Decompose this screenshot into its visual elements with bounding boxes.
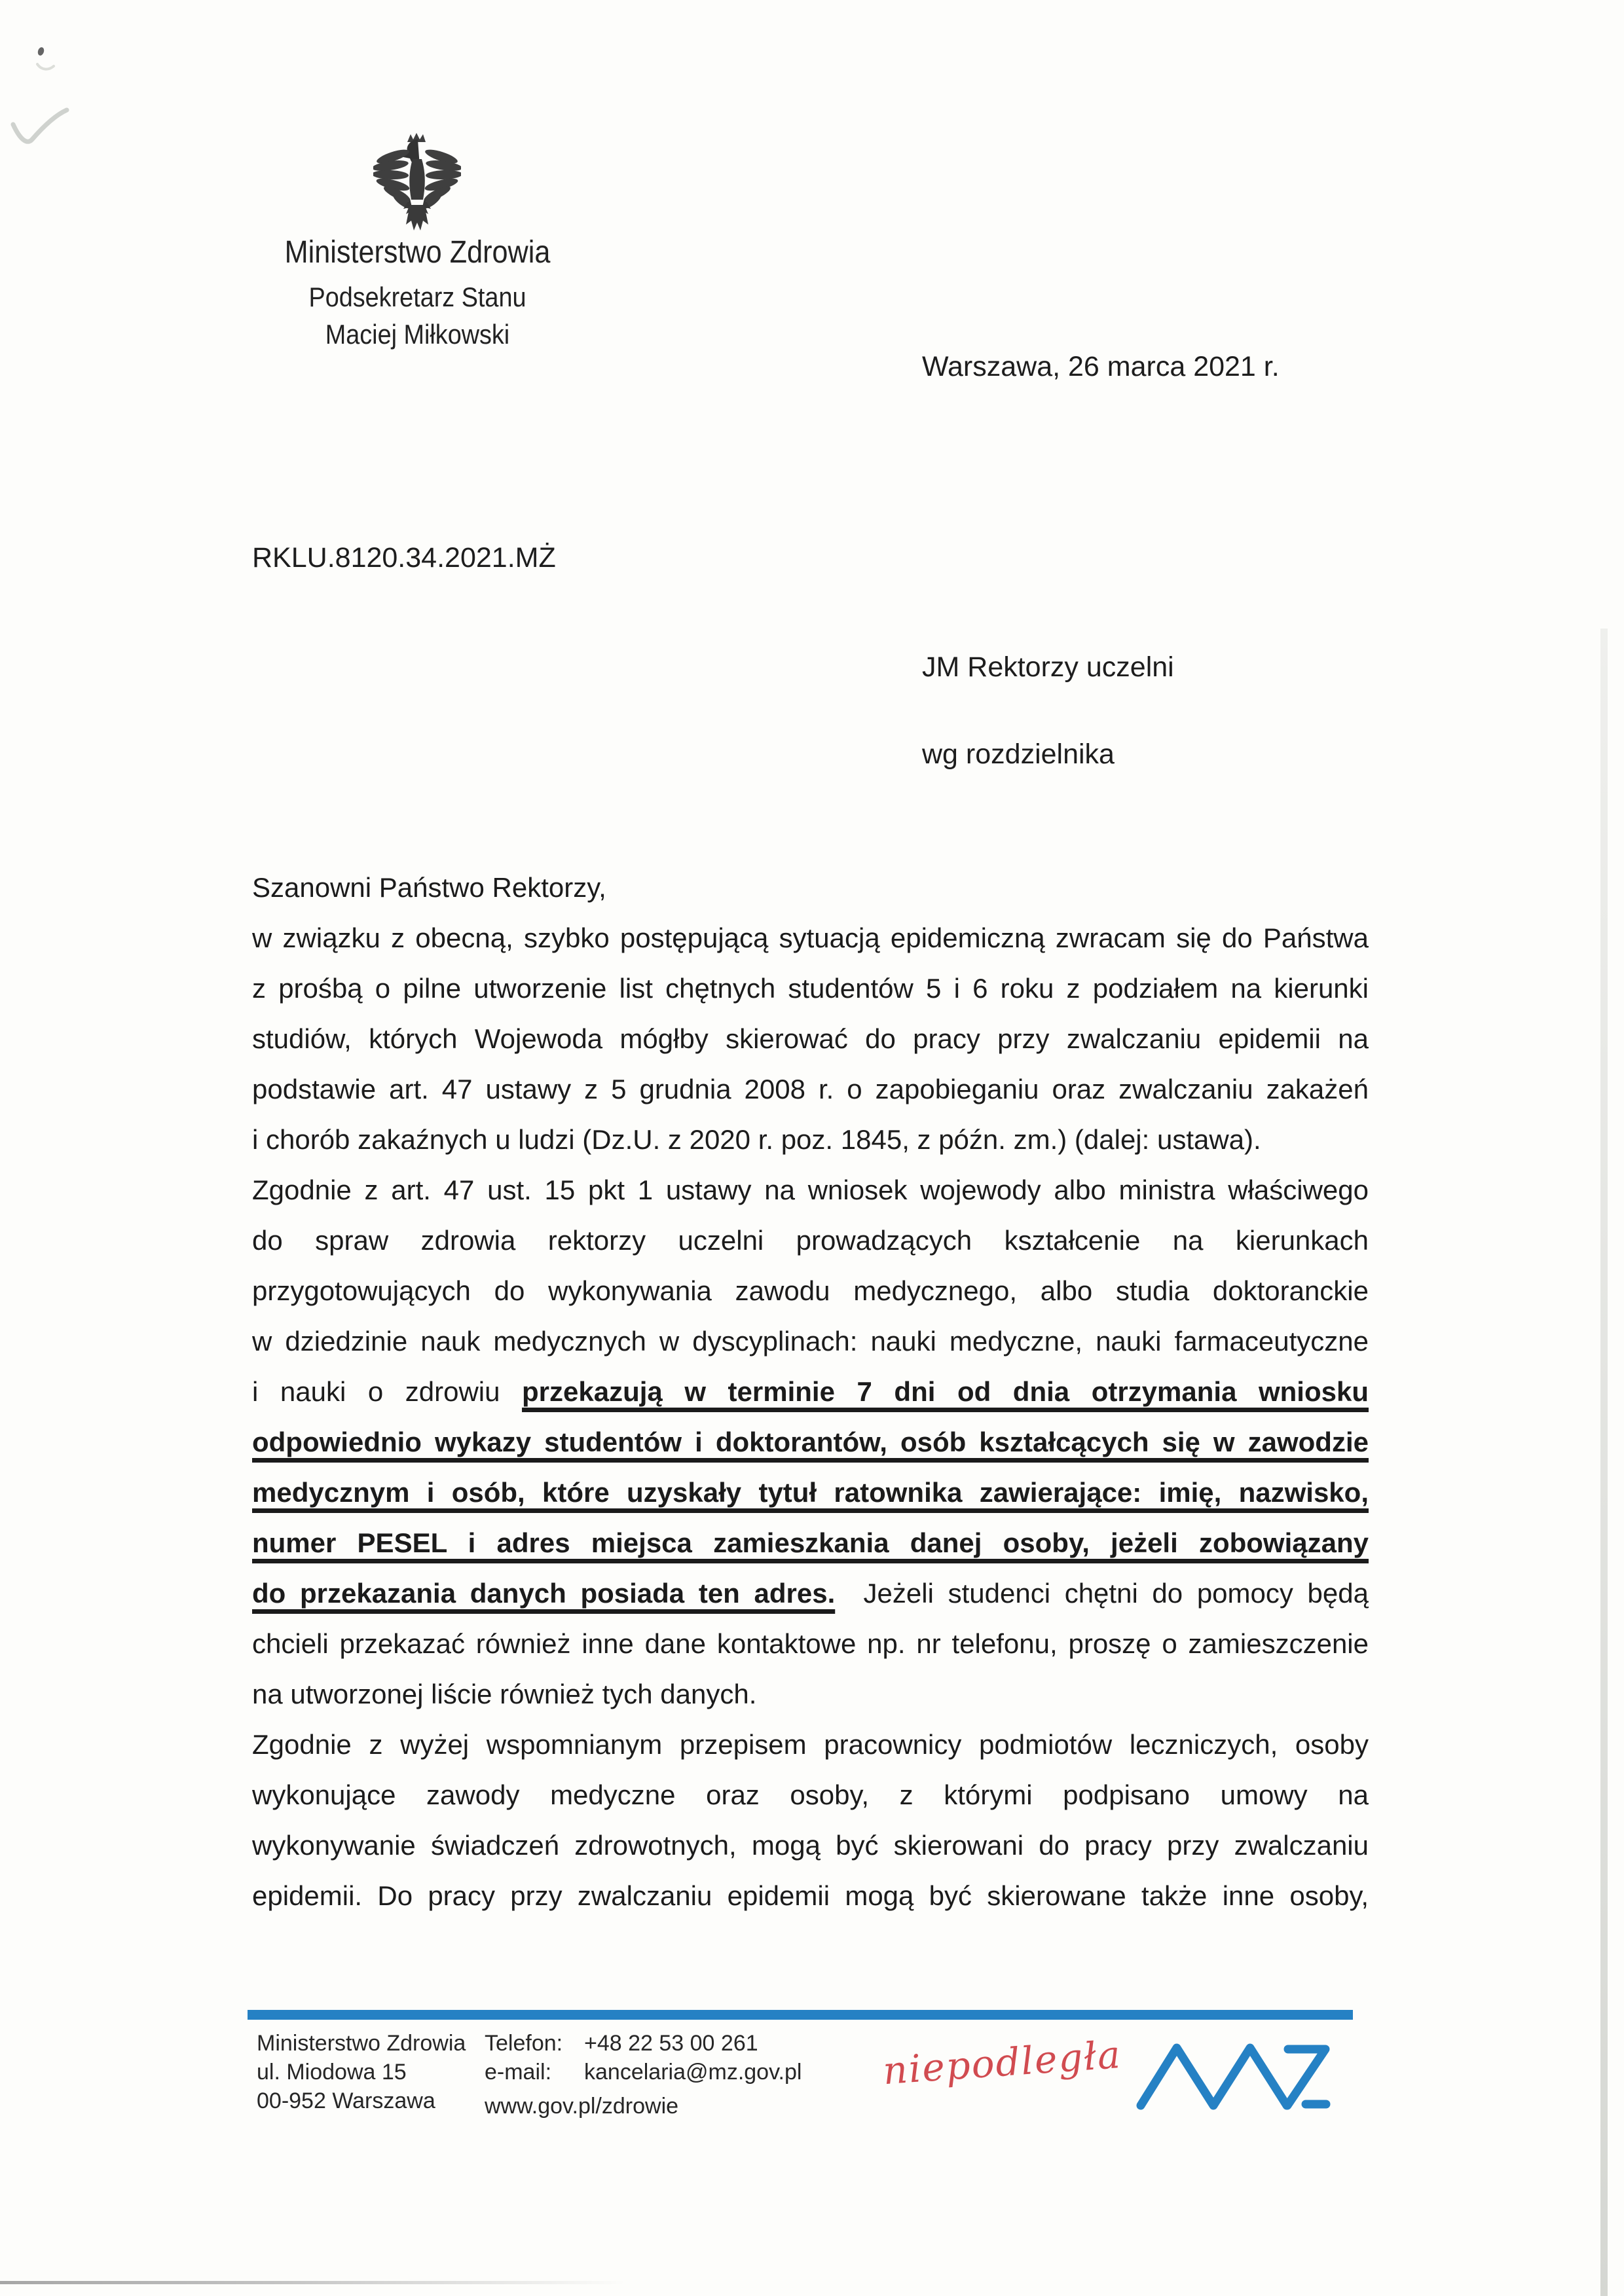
body-text-segment: Szanowni Państwo Rektorzy, <box>252 872 606 903</box>
body-text-segment: i nauki o zdrowiu <box>252 1376 523 1407</box>
body-text-segment: studiów, których Wojewoda mógłby skierować do pracy przy zwalczaniu epidemii na <box>252 1023 1369 1054</box>
footer-email-label: e-mail: <box>485 2060 552 2085</box>
body-line <box>252 1870 1369 1921</box>
body-text-segment: odpowiednio wykazy studentów i doktorantów, osób kształcących się w zawodzie <box>252 1427 1369 1457</box>
letterhead-office-title: Podsekretarz Stanu <box>308 282 526 312</box>
body-text-segment: z prośbą o pilne utworzenie list chętnych studentów 5 i 6 roku z podziałem na kierunki <box>252 973 1369 1004</box>
footer-phone-value: +48 22 53 00 261 <box>584 2031 758 2056</box>
body-text-segment: podstawie art. 47 ustawy z 5 grudnia 2008 r. o zapobieganiu oraz zwalczaniu zakażeń <box>252 1074 1369 1104</box>
body-text-segment: epidemii. Do pracy przy zwalczaniu epidemii mogą być skierowane także inne osoby, <box>252 1880 1369 1911</box>
body-text-segment: Jeżeli studenci chętni do pomocy będą <box>835 1578 1369 1609</box>
body-text-segment: przygotowujących do wykonywania zawodu medycznego, albo studia doktoranckie <box>252 1275 1369 1306</box>
letterhead-person-name: Maciej Miłkowski <box>325 319 510 350</box>
body-text-segment: wykonujące zawody medyczne oraz osoby, z którymi podpisano umowy na <box>252 1779 1369 1810</box>
letter-body <box>252 862 1369 1921</box>
body-text-segment: przekazują w terminie 7 dni od dnia otrzymania wniosku <box>522 1376 1369 1407</box>
footer-address-street: ul. Miodowa 15 <box>257 2060 407 2085</box>
footer-address-name: Ministerstwo Zdrowia <box>257 2031 466 2056</box>
scan-artifact-crescent <box>36 62 56 72</box>
body-line <box>252 1719 1369 1770</box>
body-line <box>252 1820 1369 1870</box>
footer-email-value: kancelaria@mz.gov.pl <box>584 2060 802 2085</box>
body-text-segment: chcieli przekazać również inne dane kontaktowe np. nr telefonu, proszę o zamieszczenie <box>252 1628 1369 1659</box>
body-text-segment: medycznym i osób, które uzyskały tytuł ratownika zawierające: imię, nazwisko, <box>252 1477 1369 1508</box>
body-text-segment: na utworzonej liście również tych danych. <box>252 1679 757 1709</box>
body-line <box>252 1770 1369 1820</box>
body-line <box>252 1064 1369 1114</box>
recipient-line-1: JM Rektorzy uczelni <box>922 651 1174 683</box>
body-line <box>252 1266 1369 1316</box>
body-line <box>252 1013 1369 1064</box>
reference-number: RKLU.8120.34.2021.MŻ <box>252 542 556 574</box>
niepodlegla-script-logo: niepodległa <box>881 2032 1123 2094</box>
footer-phone-label: Telefon: <box>485 2031 563 2056</box>
body-line <box>252 1215 1369 1266</box>
body-line <box>252 1165 1369 1215</box>
body-line <box>252 1114 1369 1165</box>
body-line <box>252 1467 1369 1518</box>
body-text-segment: Zgodnie z wyżej wspomnianym przepisem pracownicy podmiotów leczniczych, osoby <box>252 1729 1369 1760</box>
recipient-line-2: wg rozdzielnika <box>922 738 1115 770</box>
letterhead-ministry: Ministerstwo Zdrowia <box>284 235 551 270</box>
scan-artifact-edge-stripe <box>1600 629 1608 2296</box>
footer-address-city: 00-952 Warszawa <box>257 2088 435 2113</box>
body-text-segment: w związku z obecną, szybko postępującą sytuacją epidemiczną zwracam się do Państwa <box>252 922 1369 953</box>
body-text-segment: do spraw zdrowia rektorzy uczelni prowadzących kształcenie na kierunkach <box>252 1225 1369 1256</box>
body-line <box>252 1568 1369 1618</box>
scan-artifact-checkmark <box>8 103 72 155</box>
body-text-segment: i chorób zakaźnych u ludzi (Dz.U. z 2020 r. poz. 1845, z późn. zm.) (dalej: ustawa). <box>252 1124 1261 1155</box>
body-line <box>252 1618 1369 1669</box>
body-line <box>252 1316 1369 1366</box>
body-line <box>252 1518 1369 1568</box>
mz-ministry-logo-icon <box>1136 2041 1331 2113</box>
scan-artifact-dot <box>37 46 45 56</box>
body-line <box>252 862 1369 913</box>
body-text-segment: w dziedzinie nauk medycznych w dyscyplinach: nauki medyczne, nauki farmaceutyczne <box>252 1326 1369 1357</box>
body-line <box>252 1417 1369 1467</box>
body-text-segment: numer PESEL i adres miejsca zamieszkania danej osoby, jeżeli zobowiązany <box>252 1527 1369 1558</box>
scan-artifact-bottom-line <box>0 2281 625 2284</box>
body-line <box>252 913 1369 963</box>
body-text-segment: wykonywanie świadczeń zdrowotnych, mogą być skierowani do pracy przy zwalczaniu <box>252 1830 1369 1861</box>
body-line <box>252 1366 1369 1417</box>
body-line <box>252 1669 1369 1719</box>
footer-divider-rule <box>248 2010 1353 2020</box>
body-text-segment: do przekazania danych posiada ten adres. <box>252 1578 836 1609</box>
dateline: Warszawa, 26 marca 2021 r. <box>922 351 1280 382</box>
footer-website: www.gov.pl/zdrowie <box>485 2094 679 2119</box>
body-text-segment: Zgodnie z art. 47 ust. 15 pkt 1 ustawy na wniosek wojewody albo ministra właściwego <box>252 1175 1369 1205</box>
body-line <box>252 963 1369 1013</box>
polish-eagle-emblem-icon <box>373 133 461 232</box>
